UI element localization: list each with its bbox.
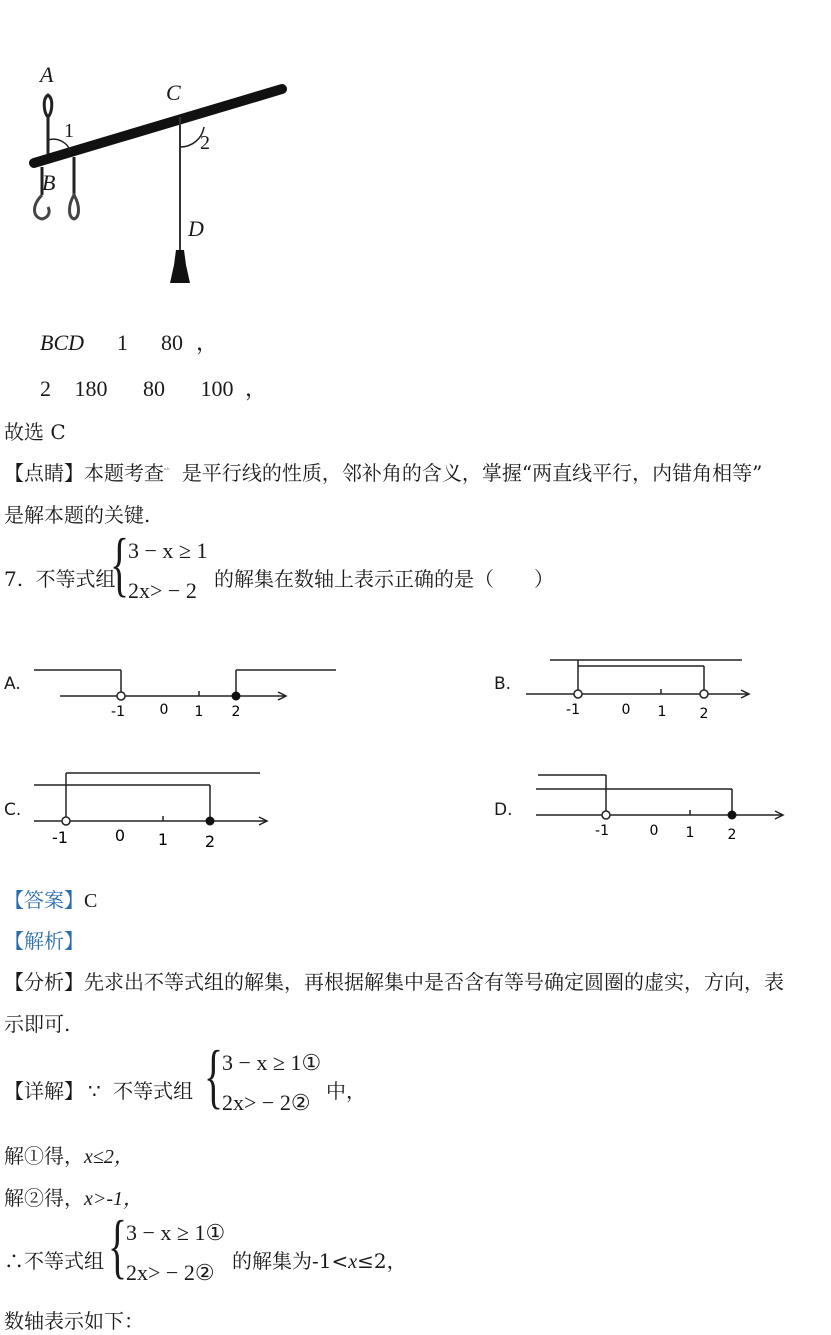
option-b-tick-2: 2 — [699, 706, 709, 722]
option-a-tick-2: 2 — [231, 704, 241, 720]
therefore-symbol: ∴ — [4, 1249, 24, 1273]
conclusion-prefix-text: 不等式组 — [24, 1249, 104, 1273]
solution-line-1 — [40, 326, 218, 357]
option-a-tick-m1: -1 — [111, 704, 125, 720]
comment-text1: 本题考查 — [84, 461, 164, 485]
label-C: C — [166, 80, 181, 105]
detail-suffix: 中， — [326, 1079, 366, 1103]
option-b-tick-m1: -1 — [566, 702, 580, 718]
option-d-numberline[interactable] — [532, 765, 792, 854]
label-D: D — [188, 216, 204, 241]
analysis-label: 【解析】 — [4, 929, 84, 953]
conclusion-brace: { — [108, 1206, 128, 1286]
solution-line-2 — [40, 372, 267, 403]
fenxi-text1: 先求出不等式组的解集，再根据解集中是否含有等号确定圆圈的虚实，方向，表 — [84, 970, 784, 994]
option-b-numberline[interactable] — [520, 652, 760, 732]
comment-label: 【点睛】 — [4, 461, 84, 485]
detail-brace: { — [204, 1036, 224, 1116]
detail-prefix-text: 不等式组 — [113, 1079, 194, 1103]
comment-mark: ᵃᵇ — [164, 466, 170, 475]
val-100: 100 — [200, 376, 234, 401]
because-symbol: ∵ — [88, 1079, 101, 1103]
conclusion-var: x — [348, 1251, 358, 1273]
answer-value: C — [84, 890, 98, 912]
var-bcd: BCD — [40, 330, 84, 355]
step2-text: 解②得， — [4, 1186, 84, 1210]
choice-text: 故选 C — [4, 420, 66, 444]
detail-label: 【详解】 — [4, 1079, 84, 1103]
detail-prefix — [4, 1075, 193, 1104]
option-c-tick-1: 1 — [157, 830, 169, 849]
option-a-label[interactable]: A. — [4, 674, 21, 694]
conclusion-suffix — [232, 1245, 407, 1274]
val-180: 180 — [74, 376, 108, 401]
q7-eq2: 2x> − 2 — [128, 578, 197, 603]
option-a-numberline[interactable] — [30, 660, 350, 734]
option-b-label[interactable]: B. — [494, 674, 512, 694]
comment-line-2: 是解本题的关键. — [4, 503, 151, 527]
option-c-tick-2: 2 — [204, 832, 216, 851]
step-1 — [4, 1140, 134, 1169]
angle-1-label: 1 — [64, 120, 74, 142]
step2-result: x>-1， — [84, 1188, 144, 1210]
option-c-label[interactable]: C. — [4, 800, 22, 820]
answer-line — [4, 884, 97, 913]
angle-2-label: 2 — [200, 132, 210, 154]
option-a-tick-1: 1 — [194, 704, 204, 720]
option-d-label[interactable]: D. — [494, 800, 513, 820]
label-A: A — [40, 62, 54, 87]
option-b-tick-1: 1 — [657, 704, 667, 720]
option-c-numberline[interactable] — [30, 765, 280, 859]
q7-eq1: 3 − x ≥ 1 — [128, 538, 208, 563]
comment-line-1 — [4, 457, 762, 486]
q7-suffix: 的解集在数轴上表示正确的是（ ） — [214, 567, 554, 591]
lever-figure — [20, 55, 300, 295]
step1-result: x≤2， — [84, 1146, 134, 1168]
last-line: 数轴表示如下： — [4, 1309, 144, 1333]
option-d-tick-0: 0 — [649, 823, 659, 839]
option-a-tick-0: 0 — [159, 702, 169, 718]
fenxi-label: 【分析】 — [4, 970, 84, 994]
val-80b: 80 — [143, 376, 165, 401]
val-1: 1 — [117, 330, 128, 355]
step1-text: 解①得， — [4, 1144, 84, 1168]
val-2: 2 — [40, 376, 51, 401]
comment-text2: 是平行线的性质，邻补角的含义，掌握“两直线平行，内错角相等” — [181, 461, 763, 485]
fenxi-line-2: 示即可. — [4, 1012, 71, 1036]
option-c-tick-m1: -1 — [52, 828, 68, 847]
conclusion-suffix2: ≤2， — [357, 1249, 407, 1273]
option-d-tick-2: 2 — [727, 827, 737, 843]
detail-eq2: 2x> − 2② — [222, 1090, 311, 1115]
conclusion-suffix-text: 的解集为-1< — [232, 1249, 349, 1273]
conclusion-eq1: 3 − x ≥ 1① — [126, 1220, 226, 1245]
conclusion-eq2: 2x> − 2② — [126, 1260, 215, 1285]
option-b-tick-0: 0 — [621, 702, 631, 718]
conclusion-prefix — [4, 1245, 104, 1274]
option-d-tick-1: 1 — [685, 825, 695, 841]
fenxi-line-1 — [4, 966, 784, 995]
q7-prefix-text: 不等式组 — [35, 567, 116, 591]
option-c-tick-0: 0 — [114, 826, 126, 845]
q7-number: 7. — [4, 567, 24, 591]
comma: ， — [196, 331, 219, 356]
comma2: ， — [245, 376, 268, 401]
label-B: B — [42, 170, 56, 195]
q7-brace: { — [110, 524, 130, 604]
val-80: 80 — [161, 330, 183, 355]
answer-label: 【答案】 — [4, 888, 84, 912]
detail-eq1: 3 − x ≥ 1① — [222, 1050, 322, 1075]
option-d-tick-m1: -1 — [595, 823, 609, 839]
q7-prefix — [4, 563, 115, 592]
